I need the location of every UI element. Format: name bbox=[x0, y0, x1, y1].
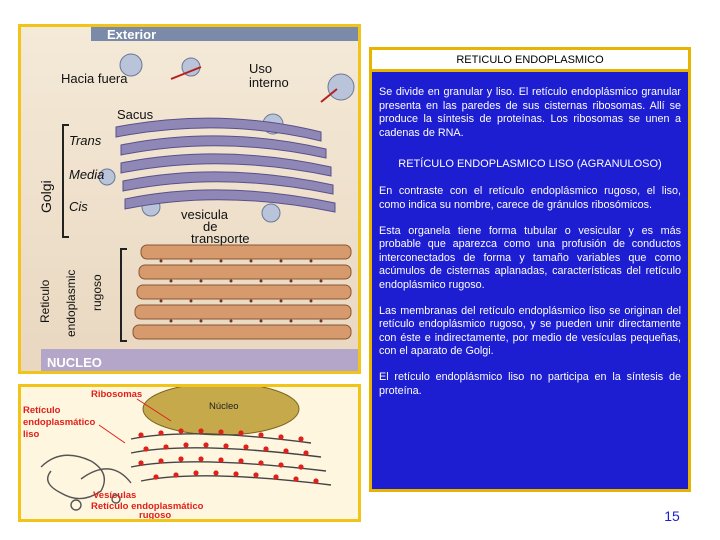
label-ribosomas: Ribosomas bbox=[91, 389, 143, 400]
golgi-drawing bbox=[21, 27, 358, 371]
vesicle bbox=[262, 204, 280, 222]
label-reticulo-rugoso-2: rugoso bbox=[139, 510, 172, 519]
label-endoplasmico: endoplasmic bbox=[64, 269, 78, 337]
label-reticulo-rugoso-1: Retículo endoplasmático bbox=[91, 501, 204, 512]
heading-reticulo-endoplasmico: RETICULO ENDOPLASMICO bbox=[369, 50, 691, 72]
paragraph-contraste: En contraste con el retículo endoplásmico rugoso, el liso, como indica su nombre, carece de gránulos ribosómicos. bbox=[379, 185, 681, 211]
text-panel bbox=[369, 47, 691, 492]
label-vesicula: vesicula bbox=[181, 207, 228, 222]
label-cis: Cis bbox=[69, 199, 88, 214]
label-reticulo-liso-2: endoplasmático bbox=[23, 417, 96, 428]
label-nucleo-bottom: Núcleo bbox=[209, 401, 239, 412]
label-uso: Uso bbox=[249, 61, 273, 76]
label-reticulo: Reticulo bbox=[38, 279, 52, 323]
label-trans: Trans bbox=[69, 133, 102, 148]
rough-er-stacks bbox=[133, 245, 351, 339]
er-diagram bbox=[18, 384, 361, 522]
label-sacus: Sacus bbox=[117, 107, 154, 122]
label-reticulo-liso-1: Retículo bbox=[23, 405, 61, 416]
label-golgi: Golgi bbox=[38, 180, 54, 213]
label-rugoso: rugoso bbox=[90, 274, 104, 311]
label-media: Media bbox=[69, 167, 105, 182]
paragraph-forma: Esta organela tiene forma tubular o vesicular y es más probable que aparezca como una profusión de conductos interconectados de forma y tamaño variables que como acúmulos de cisternas aplanadas, características del retículo endoplásmico rugoso. bbox=[379, 224, 681, 291]
label-reticulo-liso-3: liso bbox=[23, 429, 40, 440]
er-drawing bbox=[21, 387, 358, 519]
label-vesiculas: Vesículas bbox=[93, 490, 137, 501]
paragraph-intro: Se divide en granular y liso. El retículo endoplásmico granular presenta en las paredes de sus cisternas ribosomas. Allí se produce la síntesis de proteínas. Los ribosomas se unen a cadenas de RNA. bbox=[379, 86, 681, 139]
vesicle bbox=[328, 74, 354, 100]
label-hacia-fuera: Hacia fuera bbox=[61, 71, 128, 86]
heading-reticulo-liso: RETÍCULO ENDOPLASMICO LISO (AGRANULOSO) bbox=[398, 158, 662, 171]
label-nucleo: NUCLEO bbox=[47, 355, 102, 370]
label-interno: interno bbox=[249, 75, 289, 90]
paragraph-sintesis: El retículo endoplásmico liso no participa en la síntesis de proteína. bbox=[379, 370, 681, 397]
paragraph-membranas: Las membranas del retículo endoplásmico liso se originan del retículo endoplásmico rugoso, y se pueden unir directamente con éste e indirectamente, por medio de vesículas pequeñas, con el aparato de Golgi. bbox=[379, 304, 681, 358]
label-transporte: transporte bbox=[191, 231, 250, 246]
golgi-reticulum-illustration bbox=[18, 24, 361, 374]
page-number: 15 bbox=[664, 508, 680, 524]
label-exterior: Exterior bbox=[107, 27, 157, 42]
label-de: de bbox=[203, 219, 218, 234]
